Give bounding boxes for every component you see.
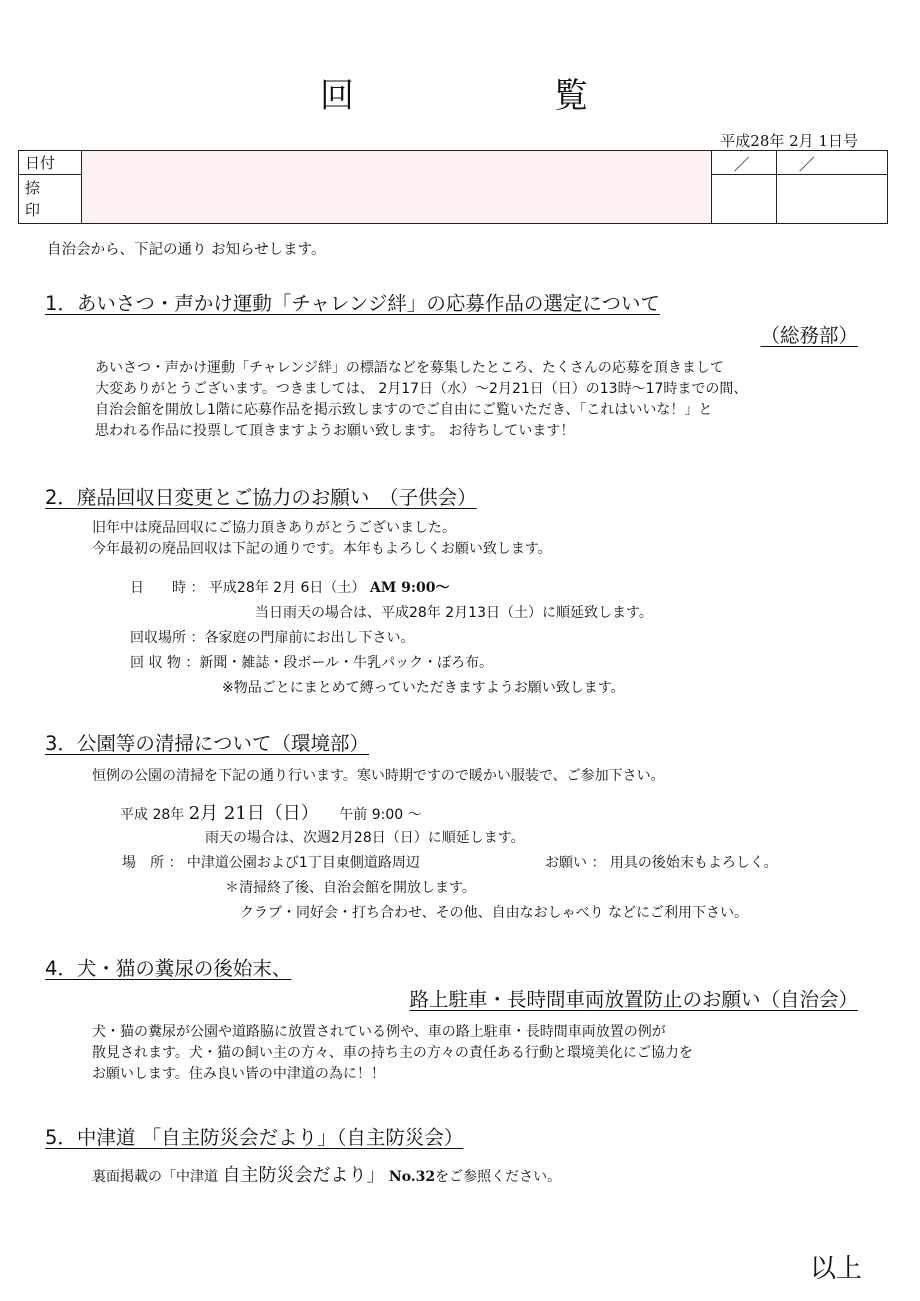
title-char-1: 回 xyxy=(320,76,356,116)
section-2-items: 回 収 物 ：新聞・雑誌・段ボール・牛乳パック・ぼろ布。 xyxy=(130,655,494,671)
section-3-note-1: ＊清掃終了後、自治会館を開放します。 xyxy=(225,880,476,896)
section-3-note-2: クラブ・同好会・打ち合わせ、その他、自由なおしゃべり などにご利用下さい。 xyxy=(240,905,749,921)
date-cell-1[interactable]: ／ xyxy=(711,151,776,175)
intro-text: 自治会から、下記の通り お知らせします。 xyxy=(47,242,326,258)
page-title xyxy=(320,68,590,117)
section-3-place: 場 所 ： 中津道公園および1丁目東側道路周辺 xyxy=(122,855,420,871)
section-2-place: 回収場所 ：各家庭の門扉前にお出し下さい。 xyxy=(130,630,415,646)
seal-cell-1[interactable] xyxy=(711,175,776,224)
redacted-area xyxy=(82,151,712,224)
closing-text: 以上 xyxy=(809,1254,862,1284)
issue-date: 平成28年 2月 1日号 xyxy=(720,132,858,150)
section-4-heading-2: 路上駐車・長時間車両放置防止のお願い（自治会） xyxy=(409,988,858,1011)
section-2-body: 旧年中は廃品回収にご協力頂きありがとうございました。 今年最初の廃品回収は下記の通りです。本年もよろしくお願い致します。 xyxy=(92,520,552,557)
section-3-intro: 恒例の公園の清掃を下記の通り行います。寒い時期ですので暖かい服装で、ご参加下さい。 xyxy=(92,768,665,784)
section-3-date: 平成 28年 2月 21日（日） 午前 9:00 ～ xyxy=(120,803,422,824)
section-5-text: 裏面掲載の「中津道 自主防災会だより」 No.32をご参照ください。 xyxy=(92,1165,562,1186)
section-3-heading: 3．公園等の清掃について（環境部） xyxy=(45,732,370,755)
section-3-rain: 雨天の場合は、次週2月28日（日）に順延します。 xyxy=(205,830,525,846)
stamp-table xyxy=(18,150,888,224)
date-cell-2[interactable]: ／ xyxy=(776,151,887,175)
section-2-heading: 2．廃品回収日変更とご協力のお願い （子供会） xyxy=(45,486,477,509)
section-2-note: ※物品ごとにまとめて縛っていただきますようお願い致します。 xyxy=(222,680,625,696)
section-2-rain: 当日雨天の場合は、平成28年 2月13日（土）に順延致します。 xyxy=(255,605,653,621)
section-1-body: あいさつ・声かけ運動「チャレンジ絆」の標語などを募集したところ、たくさんの応募を頂きまして 大変ありがとうございます。つきましては、 2月17日（水）～2月21日（日）の13時～17時までの間、 自治会館を開放し1階に応募作品を掲示致しますのでご自由にご覧いただき、「これはいいな！」と 思われる作品に投票して頂きますようお願い致します。 お待ちしています！ xyxy=(95,360,748,439)
title-char-2: 覧 xyxy=(554,76,590,116)
section-2-datetime: 日 時 ： 平成28年 2月 6日（土） AM 9:00～ xyxy=(130,580,450,596)
section-4-heading-1: 4．犬・猫の糞尿の後始末、 xyxy=(45,957,292,980)
section-1-dept: （総務部） xyxy=(760,324,858,347)
seal-cell-2[interactable] xyxy=(776,175,887,224)
section-3-request: お願い ： 用具の後始末もよろしく。 xyxy=(545,855,778,871)
seal-label: 捺 印 xyxy=(19,175,82,224)
date-label: 日付 xyxy=(19,151,82,175)
section-4-body: 犬・猫の糞尿が公園や道路脇に放置されている例や、車の路上駐車・長時間車両放置の例が 散見されます。犬・猫の飼い主の方々、車の持ち主の方々の責任ある行動と環境美化にご協力を お願いします。住み良い皆の中津道の為に！！ xyxy=(92,1024,693,1082)
section-1-heading: 1．あいさつ・声かけ運動「チャレンジ絆」の応募作品の選定について xyxy=(45,292,660,315)
section-5-heading: 5．中津道 「自主防災会だより」（自主防災会） xyxy=(45,1126,464,1149)
